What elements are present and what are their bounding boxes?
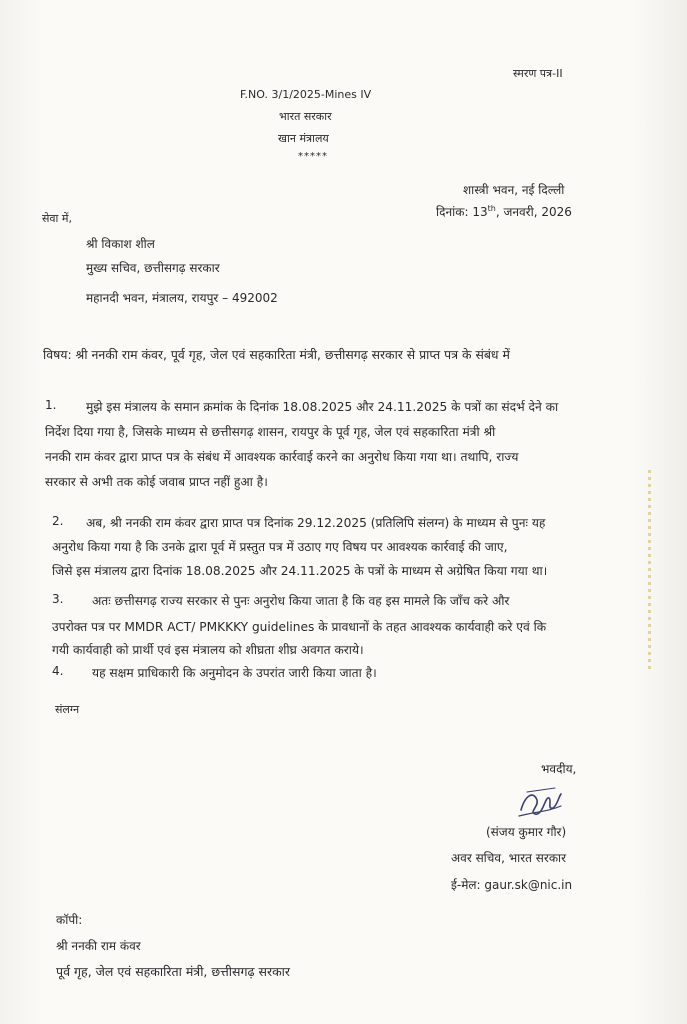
addressee-name: श्री विकाश शील [86, 237, 155, 251]
para-line: ननकी राम कंवर द्वारा प्राप्त पत्र के संबंध में आवश्यक कार्रवाई करने का अनुरोध किया गया था। तथापि, राज्य [45, 450, 519, 464]
date-prefix: दिनांक: 13 [436, 205, 488, 219]
header-stars: ***** [298, 151, 328, 162]
para-line: उपरोक्त पत्र पर MMDR ACT/ PMKKKY guidelines के प्रावधानों के तहत आवश्यक कार्यवाही करे एवं कि [52, 620, 547, 634]
para-line: मुझे इस मंत्रालय के समान क्रमांक के दिनांक 18.08.2025 और 24.11.2025 के पत्रों का संदर्भ देने का [86, 400, 559, 414]
salutation-to: सेवा में, [42, 212, 72, 225]
para-line: अतः छत्तीसगढ़ राज्य सरकार से पुनः अनुरोध किया जाता है कि वह इस मामले कि जाँच करे और [92, 594, 510, 608]
date-suffix: , जनवरी, 2026 [495, 205, 572, 219]
para-line: यह सक्षम प्राधिकारी कि अनुमोदन के उपरांत जारी किया जाता है। [92, 666, 377, 680]
enclosure-label: संलग्न [55, 703, 80, 716]
handwritten-signature [515, 782, 565, 824]
place: शास्त्री भवन, नई दिल्ली [463, 183, 565, 197]
signatory-email: ई-मेल: gaur.sk@nic.in [451, 878, 573, 892]
signatory-name: (संजय कुमार गौर) [486, 825, 567, 839]
para-line: सरकार से अभी तक कोई जवाब प्राप्त नहीं हुआ है। [45, 475, 268, 489]
addressee-address: महानदी भवन, मंत्रालय, रायपुर – 492002 [86, 291, 278, 305]
file-number: F.NO. 3/1/2025-Mines IV [240, 88, 372, 101]
closing-salutation: भवदीय, [541, 762, 577, 776]
subject-line: विषय: श्री ननकी राम कंवर, पूर्व गृह, जेल एवं सहकारिता मंत्री, छत्तीसगढ़ सरकार से प्राप्त पत्र के संबंध में [43, 347, 510, 362]
addressee-designation: मुख्य सचिव, छत्तीसगढ़ सरकार [86, 261, 220, 275]
date-sup: th [487, 204, 496, 213]
para-number: 1. [45, 398, 57, 412]
letter-date [436, 203, 572, 220]
copy-label: कॉपी: [56, 913, 83, 927]
para-number: 2. [52, 514, 64, 528]
copy-recipient-designation: पूर्व गृह, जेल एवं सहकारिता मंत्री, छत्तीसगढ़ सरकार [56, 964, 291, 979]
copy-recipient-name: श्री ननकी राम कंवर [56, 939, 141, 953]
ministry-name: खान मंत्रालय [278, 132, 329, 145]
para-line: अनुरोध किया गया है कि उनके द्वारा पूर्व में प्रस्तुत पत्र में उठाए गए विषय पर आवश्यक कार्रवाई की जाए, [52, 540, 508, 554]
para-line: गयी कार्यवाही को प्रार्थी एवं इस मंत्रालय को शीघ्रता शीघ्र अवगत कराये। [52, 643, 364, 657]
para-line: जिसे इस मंत्रालय द्वारा दिनांक 18.08.2025 और 24.11.2025 के पत्रों के माध्यम से अग्रेषित किया गया था। [52, 564, 548, 578]
reminder-tag: स्मरण पत्र-II [513, 67, 563, 80]
para-line: निर्देश दिया गया है, जिसके माध्यम से छत्तीसगढ़ शासन, रायपुर के पूर्व गृह, जेल एवं सहकारिता मंत्री श्री [45, 425, 496, 439]
para-line: अब, श्री ननकी राम कंवर द्वारा प्राप्त पत्र दिनांक 29.12.2025 (प्रतिलिपि संलग्न) के माध्यम से पुनः यह [86, 516, 546, 530]
signatory-designation: अवर सचिव, भारत सरकार [451, 851, 567, 865]
government-name: भारत सरकार [279, 110, 332, 123]
para-number: 3. [52, 592, 64, 606]
paper-edge-mark [648, 470, 651, 670]
para-number: 4. [52, 664, 64, 678]
